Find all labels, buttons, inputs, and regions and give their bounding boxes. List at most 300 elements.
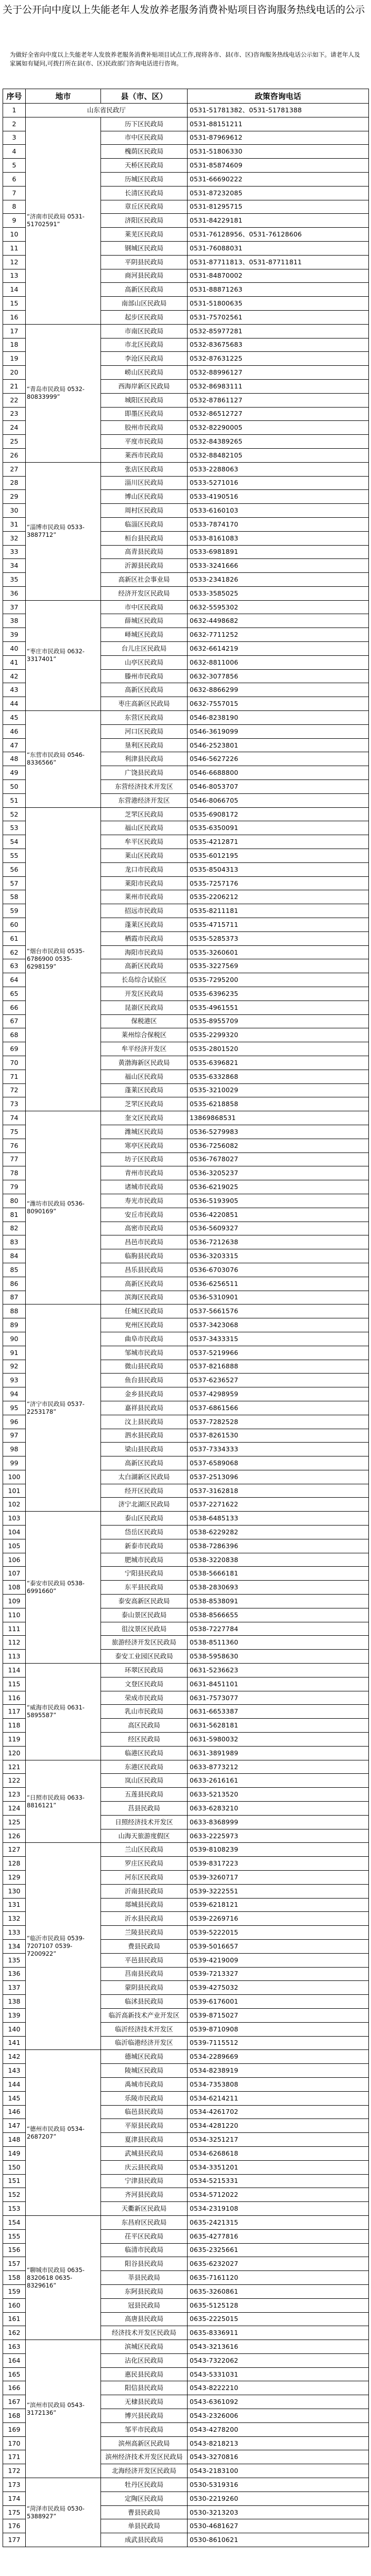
phone-cell: 0530-4681627	[188, 2519, 369, 2533]
phone-cell: 0532-84389265	[188, 435, 369, 449]
county-cell: 市中区民政局	[101, 131, 188, 145]
phone-cell: 0531-88151211	[188, 117, 369, 131]
county-cell: 肥城市民政局	[101, 1553, 188, 1567]
phone-cell: 0537-5661576	[188, 1304, 369, 1318]
seq-cell: 20	[3, 366, 26, 380]
county-cell: 招远市民政局	[101, 904, 188, 918]
seq-cell: 165	[3, 2367, 26, 2381]
phone-cell: 0543-7322062	[188, 2353, 369, 2367]
seq-cell: 147	[3, 2119, 26, 2133]
phone-cell: 0546-5627226	[188, 752, 369, 766]
phone-cell: 0535-2206212	[188, 890, 369, 904]
seq-cell: 152	[3, 2188, 26, 2202]
seq-cell: 80	[3, 1194, 26, 1208]
phone-cell: 0538-8566655	[188, 1608, 369, 1622]
seq-cell: 28	[3, 476, 26, 490]
phone-cell: 0635-2325661	[188, 2243, 369, 2257]
county-cell: 阳信县民政局	[101, 2381, 188, 2395]
seq-cell: 132	[3, 1912, 26, 1926]
phone-cell: 0531-87969612	[188, 131, 369, 145]
phone-cell: 0635-2421315	[188, 2215, 369, 2229]
county-cell: 莒县民政局	[101, 1802, 188, 1816]
seq-cell: 21	[3, 379, 26, 393]
county-cell: 高青县民政局	[101, 545, 188, 559]
phone-cell: 0537-8261530	[188, 1429, 369, 1443]
seq-cell: 151	[3, 2174, 26, 2188]
phone-cell: 0539-5222015	[188, 1926, 369, 1940]
county-cell: 宁津县民政局	[101, 2174, 188, 2188]
county-cell: 福山区民政局	[101, 821, 188, 835]
phone-cell: 0546-6688800	[188, 766, 369, 780]
seq-cell: 163	[3, 2340, 26, 2354]
county-cell: 陵城区民政局	[101, 2064, 188, 2078]
county-cell: 高新区民政局	[101, 1456, 188, 1470]
seq-cell: 134	[3, 1939, 26, 1953]
county-cell: 诸城市民政局	[101, 1180, 188, 1194]
phone-cell: 0543-3270816	[188, 2450, 369, 2464]
table-row	[3, 711, 369, 725]
county-cell: 高密市民政局	[101, 1222, 188, 1235]
county-cell: 武城县民政局	[101, 2146, 188, 2160]
seq-cell: 160	[3, 2298, 26, 2312]
county-cell: 徂汶景区民政局	[101, 1622, 188, 1636]
seq-cell: 2	[3, 117, 26, 131]
phone-cell: 0532-87631225	[188, 352, 369, 366]
phone-cell: 0533-5271016	[188, 476, 369, 490]
county-cell: 城阳区民政局	[101, 393, 188, 407]
county-cell: 金乡县民政局	[101, 1387, 188, 1401]
phone-cell: 0532-83675683	[188, 338, 369, 352]
city-cell: “烟台市民政局 0535-6786900 0535-6298159”	[26, 807, 101, 1111]
county-cell: 滨州高新区民政局	[101, 2436, 188, 2450]
county-cell: 东营区民政局	[101, 711, 188, 725]
seq-cell: 114	[3, 1664, 26, 1677]
county-cell: 莱州综合保税区	[101, 1028, 188, 1042]
table-row	[3, 462, 369, 476]
seq-cell: 109	[3, 1595, 26, 1608]
county-cell: 博山区民政局	[101, 490, 188, 504]
seq-cell: 39	[3, 628, 26, 642]
phone-cell: 0535-7257176	[188, 876, 369, 890]
county-cell: 茌平区民政局	[101, 2229, 188, 2243]
county-cell: 广饶县民政局	[101, 766, 188, 780]
county-cell: 昆嵛区民政局	[101, 1001, 188, 1014]
phone-cell: 0532-86983111	[188, 379, 369, 393]
county-cell: 莱芜区民政局	[101, 228, 188, 242]
phone-cell: 13869868531	[188, 1111, 369, 1125]
county-cell: 枣庄高新区民政局	[101, 697, 188, 711]
page-title: 关于公开向中度以上失能老年人发放养老服务消费补贴项目咨询服务热线电话的公示	[3, 4, 365, 15]
county-cell: 利津县民政局	[101, 752, 188, 766]
county-cell: 淄川区民政局	[101, 476, 188, 490]
county-cell: 平邑县民政局	[101, 1953, 188, 1967]
phone-cell: 0534-4261702	[188, 2105, 369, 2119]
seq-cell: 90	[3, 1332, 26, 1346]
phone-cell: 0536-6703076	[188, 1263, 369, 1277]
phone-cell: 0538-6485133	[188, 1512, 369, 1526]
table-row	[3, 807, 369, 821]
seq-cell: 65	[3, 987, 26, 1001]
county-cell: 牟平经济开发区	[101, 1042, 188, 1056]
county-cell: 东平县民政局	[101, 1581, 188, 1595]
phone-cell: 0536-5193905	[188, 1194, 369, 1208]
county-cell: 临清市民政局	[101, 2243, 188, 2257]
county-cell: 芝罘区民政局	[101, 1097, 188, 1111]
phone-cell: 0543-2183100	[188, 2464, 369, 2478]
phone-cell: 0632-3077856	[188, 669, 369, 683]
seq-cell: 99	[3, 1456, 26, 1470]
seq-cell: 42	[3, 669, 26, 683]
city-cell: “德州市民政局 0534-2687207”	[26, 2050, 101, 2216]
seq-cell: 169	[3, 2422, 26, 2436]
seq-cell: 88	[3, 1304, 26, 1318]
county-cell: 费县民政局	[101, 1939, 188, 1953]
phone-cell: 0531-76128956、0531-76128606	[188, 228, 369, 242]
seq-cell: 142	[3, 2050, 26, 2064]
seq-cell: 8	[3, 200, 26, 214]
phone-cell: 0532-85977281	[188, 324, 369, 338]
phone-cell: 0535-6332868	[188, 1070, 369, 1083]
phone-cell: 0533-2288063	[188, 462, 369, 476]
county-cell: 郯城县民政局	[101, 1898, 188, 1912]
seq-cell: 31	[3, 517, 26, 531]
seq-cell: 177	[3, 2533, 26, 2547]
county-cell: 定陶区民政局	[101, 2492, 188, 2505]
phone-cell: 0633-5213520	[188, 1788, 369, 1802]
seq-cell: 128	[3, 1857, 26, 1871]
seq-cell: 26	[3, 448, 26, 462]
phone-cell: 0535-8955709	[188, 1014, 369, 1028]
county-cell: 莱西市民政局	[101, 448, 188, 462]
phone-cell: 0531-51806330	[188, 145, 369, 159]
seq-cell: 136	[3, 1967, 26, 1981]
phone-cell: 0632-5595302	[188, 600, 369, 614]
seq-cell: 3	[3, 131, 26, 145]
county-cell: 昌乐县民政局	[101, 1263, 188, 1277]
table-row	[3, 2340, 369, 2354]
seq-cell: 115	[3, 1677, 26, 1691]
seq-cell: 112	[3, 1636, 26, 1650]
seq-cell: 153	[3, 2202, 26, 2216]
phone-cell: 0539-8108239	[188, 1843, 369, 1857]
county-cell: 河口区民政局	[101, 724, 188, 738]
phone-cell: 0537-2513096	[188, 1470, 369, 1484]
seq-cell: 61	[3, 931, 26, 945]
hotline-table	[3, 89, 369, 2547]
phone-cell: 0535-8211181	[188, 904, 369, 918]
seq-cell: 156	[3, 2243, 26, 2257]
county-cell: 市中区民政局	[101, 600, 188, 614]
county-cell: 山亭区民政局	[101, 655, 188, 669]
phone-cell: 0531-85874609	[188, 159, 369, 173]
seq-cell: 14	[3, 283, 26, 297]
seq-cell: 79	[3, 1180, 26, 1194]
phone-cell: 0536-7678027	[188, 1153, 369, 1166]
county-cell: 莒南县民政局	[101, 1967, 188, 1981]
county-cell: 崂山区民政局	[101, 366, 188, 380]
phone-cell: 0537-5219966	[188, 1346, 369, 1360]
county-cell: 东营港经济开发区	[101, 793, 188, 807]
seq-cell: 135	[3, 1953, 26, 1967]
city-cell: “济宁市民政局 0537-2253178”	[26, 1304, 101, 1512]
phone-cell: 0536-3205237	[188, 1166, 369, 1180]
seq-cell: 174	[3, 2492, 26, 2505]
county-cell: 山海天旅游度假区	[101, 1829, 188, 1843]
phone-cell: 0531-81295715	[188, 200, 369, 214]
seq-cell: 19	[3, 352, 26, 366]
table-row	[3, 2478, 369, 2492]
county-cell: 起步区民政局	[101, 310, 188, 324]
seq-cell: 30	[3, 504, 26, 518]
seq-cell: 69	[3, 1042, 26, 1056]
phone-cell: 0532-88996127	[188, 366, 369, 380]
seq-cell: 130	[3, 1884, 26, 1898]
seq-cell: 56	[3, 862, 26, 876]
phone-cell: 0539-6218121	[188, 1898, 369, 1912]
phone-cell: 0631-5628181	[188, 1719, 369, 1733]
seq-cell: 51	[3, 793, 26, 807]
seq-cell: 149	[3, 2146, 26, 2160]
county-cell: 槐荫区民政局	[101, 145, 188, 159]
county-cell: 博兴县民政局	[101, 2409, 188, 2423]
county-cell: 临朐县民政局	[101, 1249, 188, 1263]
county-cell: 河东区民政局	[101, 1871, 188, 1885]
seq-cell: 46	[3, 724, 26, 738]
table-row	[3, 324, 369, 338]
phone-cell: 0535-6218858	[188, 1097, 369, 1111]
seq-cell: 96	[3, 1415, 26, 1429]
phone-cell: 0538-6229282	[188, 1526, 369, 1539]
county-cell: 市南区民政局	[101, 324, 188, 338]
county-cell: 历城区民政局	[101, 172, 188, 186]
seq-cell: 168	[3, 2409, 26, 2423]
seq-cell: 146	[3, 2105, 26, 2119]
county-cell: 栖霞市民政局	[101, 931, 188, 945]
phone-cell: 0531-88871263	[188, 283, 369, 297]
seq-cell: 74	[3, 1111, 26, 1125]
county-cell: 阳谷县民政局	[101, 2257, 188, 2271]
seq-cell: 16	[3, 310, 26, 324]
county-cell: 高新区民政局	[101, 683, 188, 697]
county-cell: 任城区民政局	[101, 1304, 188, 1318]
seq-cell: 54	[3, 835, 26, 849]
seq-cell: 29	[3, 490, 26, 504]
seq-cell: 176	[3, 2519, 26, 2533]
table-row	[3, 1111, 369, 1125]
seq-cell: 92	[3, 1360, 26, 1374]
city-cell: “淄博市民政局 0533-3887712”	[26, 462, 101, 600]
phone-cell: 0534-6214211	[188, 2091, 369, 2105]
county-cell: 庆云县民政局	[101, 2160, 188, 2174]
county-cell: 薛城区民政局	[101, 614, 188, 628]
seq-cell: 40	[3, 642, 26, 656]
phone-cell: 0635-4277816	[188, 2229, 369, 2243]
county-cell: 沂南县民政局	[101, 1884, 188, 1898]
seq-cell: 162	[3, 2326, 26, 2340]
seq-cell: 166	[3, 2381, 26, 2395]
seq-cell: 145	[3, 2091, 26, 2105]
county-cell: 芝罘区民政局	[101, 807, 188, 821]
seq-cell: 107	[3, 1567, 26, 1581]
phone-cell: 0539-3222551	[188, 1884, 369, 1898]
seq-cell: 139	[3, 2008, 26, 2022]
county-cell: 高唐县民政局	[101, 2312, 188, 2326]
phone-cell: 0537-3162818	[188, 1484, 369, 1498]
phone-cell: 0539-7115512	[188, 2036, 369, 2050]
county-cell: 宁阳县民政局	[101, 1567, 188, 1581]
phone-cell: 0535-4961551	[188, 1001, 369, 1014]
table-row	[3, 104, 369, 117]
county-cell: 日照经济技术开发区	[101, 1815, 188, 1829]
county-cell: 汶上县民政局	[101, 1415, 188, 1429]
phone-cell: 0536-5279983	[188, 1125, 369, 1139]
county-cell: 经济开发区民政局	[101, 586, 188, 600]
county-cell: 沂源县民政局	[101, 559, 188, 573]
seq-cell: 12	[3, 255, 26, 269]
seq-cell: 38	[3, 614, 26, 628]
county-cell: 旅游经济开发区民政局	[101, 1636, 188, 1650]
header-city: 地市	[26, 89, 101, 104]
seq-cell: 143	[3, 2064, 26, 2078]
phone-cell: 0633-2616161	[188, 1774, 369, 1788]
phone-cell: 0530-3213203	[188, 2505, 369, 2519]
seq-cell: 93	[3, 1374, 26, 1387]
county-cell: 牡丹区民政局	[101, 2478, 188, 2492]
county-cell: 天衢新区民政局	[101, 2202, 188, 2216]
seq-cell: 123	[3, 1788, 26, 1802]
county-cell: 福山区民政局	[101, 1070, 188, 1083]
phone-cell: 0531-87232085	[188, 186, 369, 200]
county-cell: 平度市民政局	[101, 435, 188, 449]
county-cell: 齐河县民政局	[101, 2188, 188, 2202]
phone-cell: 0535-6350091	[188, 821, 369, 835]
seq-cell: 60	[3, 918, 26, 932]
phone-cell: 0539-8317223	[188, 1857, 369, 1871]
phone-cell: 0537-7334333	[188, 1443, 369, 1456]
phone-cell: 0535-3260601	[188, 945, 369, 959]
county-cell: 龙口市民政局	[101, 862, 188, 876]
county-cell: 海阳市民政局	[101, 945, 188, 959]
phone-cell: 0534-4281220	[188, 2119, 369, 2133]
county-cell: 寿光市民政局	[101, 1194, 188, 1208]
table-row	[3, 2215, 369, 2229]
seq-cell: 155	[3, 2229, 26, 2243]
phone-cell: 0535-2801520	[188, 1042, 369, 1056]
phone-cell: 0633-8773212	[188, 1760, 369, 1774]
seq-cell: 27	[3, 462, 26, 476]
seq-cell: 125	[3, 1815, 26, 1829]
county-cell: 兰陵县民政局	[101, 1926, 188, 1940]
phone-cell: 0534-2319108	[188, 2202, 369, 2216]
phone-cell: 0534-6268618	[188, 2146, 369, 2160]
county-cell: 禹城市民政局	[101, 2077, 188, 2091]
phone-cell: 0635-6232027	[188, 2257, 369, 2271]
phone-cell: 0632-7557015	[188, 697, 369, 711]
phone-cell: 0532-88482105	[188, 448, 369, 462]
county-cell: 冠县民政局	[101, 2298, 188, 2312]
city-cell: “临沂市民政局 0539-7207107 0539-7200922”	[26, 1843, 101, 2050]
county-cell: 太白湖新区民政局	[101, 1470, 188, 1484]
county-cell: 曲阜市民政局	[101, 1332, 188, 1346]
phone-cell: 0536-6256511	[188, 1277, 369, 1291]
phone-cell: 0531-51800635	[188, 297, 369, 311]
county-cell: 奎文区民政局	[101, 1111, 188, 1125]
seq-cell: 63	[3, 959, 26, 973]
county-cell: 乐陵市民政局	[101, 2091, 188, 2105]
county-cell: 潍城区民政局	[101, 1125, 188, 1139]
seq-cell: 71	[3, 1070, 26, 1083]
seq-cell: 133	[3, 1926, 26, 1940]
county-cell: 乳山市民政局	[101, 1705, 188, 1719]
seq-cell: 87	[3, 1291, 26, 1304]
county-cell: 莘县民政局	[101, 2271, 188, 2285]
phone-cell: 0546-8053707	[188, 780, 369, 794]
county-cell: 临邑县民政局	[101, 2105, 188, 2119]
phone-cell: 0537-3423068	[188, 1318, 369, 1332]
phone-cell: 0530-8610621	[188, 2533, 369, 2547]
phone-cell: 0535-4212871	[188, 835, 369, 849]
phone-cell: 0635-2225015	[188, 2312, 369, 2326]
seq-cell: 13	[3, 269, 26, 283]
city-cell: “聊城市民政局 0635-8320618 0635-8329616”	[26, 2215, 101, 2340]
phone-cell: 0631-6653387	[188, 1705, 369, 1719]
phone-cell: 0635-8336911	[188, 2326, 369, 2340]
county-cell: 高新区社会事业局	[101, 573, 188, 587]
phone-cell: 0533-6981891	[188, 545, 369, 559]
phone-cell: 0535-6908172	[188, 807, 369, 821]
table-row	[3, 2050, 369, 2064]
seq-cell: 6	[3, 172, 26, 186]
city-cell: “潍坊市民政局 0536-8090169”	[26, 1111, 101, 1304]
seq-cell: 66	[3, 1001, 26, 1014]
county-cell: 新泰市民政局	[101, 1539, 188, 1553]
phone-cell: 0534-3251217	[188, 2133, 369, 2147]
phone-cell: 0534-7353808	[188, 2077, 369, 2091]
phone-cell: 0543-2326006	[188, 2409, 369, 2423]
phone-cell: 0633-6283210	[188, 1802, 369, 1816]
county-cell: 安丘市民政局	[101, 1208, 188, 1222]
seq-cell: 124	[3, 1802, 26, 1816]
seq-cell: 150	[3, 2160, 26, 2174]
county-cell: 天桥区民政局	[101, 159, 188, 173]
seq-cell: 10	[3, 228, 26, 242]
county-cell: 沂水县民政局	[101, 1912, 188, 1926]
seq-cell: 44	[3, 697, 26, 711]
county-cell: 临沂临港经济开发区	[101, 2036, 188, 2050]
seq-cell: 137	[3, 1981, 26, 1995]
county-cell: 微山县民政局	[101, 1360, 188, 1374]
phone-cell: 0631-8451101	[188, 1677, 369, 1691]
seq-cell: 41	[3, 655, 26, 669]
phone-cell: 0635-7161120	[188, 2271, 369, 2285]
phone-cell: 0534-8238919	[188, 2064, 369, 2078]
county-cell: 莱阳市民政局	[101, 876, 188, 890]
seq-cell: 34	[3, 559, 26, 573]
header-phone: 政策咨询电话	[188, 89, 369, 104]
seq-cell: 154	[3, 2215, 26, 2229]
county-cell: 南部山区民政局	[101, 297, 188, 311]
county-cell: 环翠区民政局	[101, 1664, 188, 1677]
county-cell: 临港区民政局	[101, 1746, 188, 1760]
county-cell: 邹平市民政局	[101, 2422, 188, 2436]
city-cell: “枣庄市民政局 0632-3317401”	[26, 600, 101, 710]
seq-cell: 48	[3, 752, 26, 766]
seq-cell: 83	[3, 1235, 26, 1249]
county-cell: 东昌府区民政局	[101, 2215, 188, 2229]
seq-cell: 106	[3, 1553, 26, 1567]
seq-cell: 32	[3, 531, 26, 545]
county-cell: 五莲县民政局	[101, 1788, 188, 1802]
